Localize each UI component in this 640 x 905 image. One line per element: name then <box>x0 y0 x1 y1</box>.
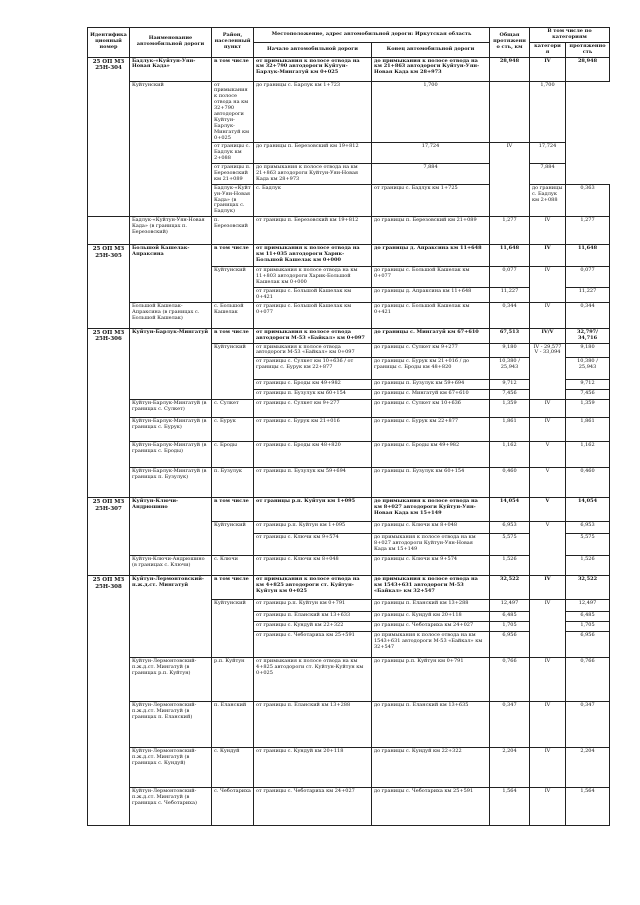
end-cell: до границы п. Березовский км 19+812 <box>254 143 372 164</box>
start-cell: от границы с. Большой Кашелак км 0+421 <box>254 287 372 302</box>
total-length-cell: 6,956 <box>490 632 530 658</box>
category-cell: IV <box>530 702 566 748</box>
start-cell: от границы с. Чеботариха км 24+027 <box>254 788 372 826</box>
total-length-cell: 0,077 <box>490 267 530 288</box>
road-name-cell: Куйтун-Барлук-Мингатуй (в границах с. Сулкет) <box>130 400 212 418</box>
category-length-cell: 0,460 <box>566 468 610 498</box>
category-length-cell: 5,575 <box>566 534 610 556</box>
category-length-cell: 7,456 <box>566 390 610 400</box>
table-row <box>88 328 610 343</box>
total-length-cell: 17,724 <box>372 143 490 164</box>
category-cell: IV/V <box>530 328 566 343</box>
road-name-cell: Куйтун-Барлук-Мингатуй (в границах п. Бузулук) <box>130 468 212 498</box>
end-cell: до примыкания к полосе отвода на км 8+027 автодороги Куйтун-Уян-Новая Када км 15+149 <box>372 534 490 556</box>
table-row <box>88 302 610 328</box>
start-cell: от примыкания к полосе отвода на км 11+803 автодороги Харик-Большой Кашелак км 0+000 <box>254 267 372 288</box>
district-cell: в том числе <box>212 498 254 522</box>
start-cell: от границы п. Березовский км 21+089 <box>212 164 254 185</box>
total-length-cell: 1,705 <box>490 622 530 632</box>
district-cell: в том числе <box>212 57 254 81</box>
road-name-cell: Куйтун-Барлук-Мингатуй <box>130 328 212 400</box>
category-length-cell: 12,497 <box>566 600 610 612</box>
start-cell: от границы п. Еланский км 13+288 <box>254 702 372 748</box>
end-cell: до границы с. Кундуй км 22+322 <box>372 748 490 788</box>
end-cell: до границы с. Чеботариха км 24+027 <box>372 622 490 632</box>
category-length-cell: 11,227 <box>566 287 610 302</box>
end-cell: до примыкания к полосе отвода на км 21+863 автодороги Куйтун-Уян-Новая Када км 28+973 <box>372 57 490 81</box>
col-header-start: Начало автомобильной дороги <box>254 42 372 57</box>
category-cell: IV <box>490 143 530 217</box>
category-length-cell: 0,347 <box>566 702 610 748</box>
district-cell: Куйтунский <box>130 81 212 217</box>
district-cell: Куйтунский <box>212 522 254 556</box>
total-length-cell: 10,380 / 25,943 <box>490 358 530 380</box>
start-cell: от примыкания к полосе отвода автодороги М-53 «Байкал» км 0+097 <box>254 328 372 343</box>
category-cell: IV <box>530 57 566 81</box>
end-cell: до границы с. Мингатуй км 67+610 <box>372 390 490 400</box>
total-length-cell: 0,460 <box>490 468 530 498</box>
total-length-cell: 1,564 <box>490 788 530 826</box>
start-cell: от границы с. Броды км 48+820 <box>254 442 372 468</box>
category-length-cell: 1,526 <box>566 556 610 576</box>
start-cell: от границы с. Бадлук км 2+088 <box>212 143 254 164</box>
end-cell: до границы с. Ключи км 8+048 <box>372 522 490 534</box>
district-cell: в том числе <box>212 245 254 267</box>
total-length-cell: 1,526 <box>490 556 530 576</box>
total-length-cell: 12,497 <box>490 600 530 612</box>
category-length-cell: 0,344 <box>566 302 610 328</box>
category-length-cell: 6,485 <box>566 612 610 622</box>
category-length-cell: 6,953 <box>566 522 610 534</box>
end-cell: до границы п. Бузулук км 59+694 <box>372 380 490 390</box>
road-name-cell: Куйтун-Лермонтовский-п.ж.д.ст. Мингатуй (в границах р.п. Куйтун) <box>130 658 212 702</box>
end-cell: до границы с. Мингатуй км 67+610 <box>372 328 490 343</box>
table-row <box>88 442 610 468</box>
start-cell: от примыкания к полосе отвода на км 11+035 автодороги Харик-Большой Кашелак км 0+000 <box>254 245 372 267</box>
start-cell: от границы р.п. Куйтун км 0+791 <box>254 600 372 612</box>
road-name-cell: Куйтун-Барлук-Мингатуй (в границах с. Броды) <box>130 442 212 468</box>
road-name-cell: Бадлук-«Куйтун-Уян-Новая Када» (в границах п. Березовский) <box>130 217 212 245</box>
road-id-cell: 25 ОП МЗ 25Н-308 <box>88 576 130 826</box>
start-cell: от границы с. Бадлук км 1+725 <box>372 184 490 216</box>
table-row <box>88 468 610 498</box>
category-length-cell: 6,956 <box>566 632 610 658</box>
category-length-cell: 0,077 <box>566 267 610 288</box>
category-length-cell: 32,797/ 34,716 <box>566 328 610 343</box>
col-header-id: Идентифика ционный номер <box>88 28 130 58</box>
end-cell: до границы с. Большой Кашелак км 0+421 <box>372 302 490 328</box>
end-cell: до границы д. Апраксина км 11+648 <box>372 245 490 267</box>
col-header-location: Местоположение, адрес автомобильной дороги: Иркутская область <box>254 28 490 43</box>
start-cell: от границы с. Кундуй км 20+118 <box>254 748 372 788</box>
end-cell: до границы с. Броды км 49+982 <box>372 442 490 468</box>
category-cell: V <box>530 468 566 498</box>
table-row <box>88 788 610 826</box>
start-cell: от границы с. Сулкет км 9+277 <box>254 400 372 418</box>
road-id-cell: 25 ОП МЗ 25Н-304 <box>88 57 130 217</box>
start-cell: от границы с. Сулкет км 10+636 / от границы с. Бурук км 22+877 <box>254 358 372 380</box>
total-length-cell: 0,766 <box>490 658 530 702</box>
road-name-cell: Куйтун-Лермонтовский-п.ж.д.ст. Мингатуй (в границах с. Кундуй) <box>130 748 212 788</box>
district-cell: Куйтунский <box>212 267 254 302</box>
category-cell: V <box>530 498 566 522</box>
category-cell <box>490 81 530 143</box>
road-name-cell: Большой Кашелак-Апраксина (в границах с. Большой Кашелак) <box>130 302 212 328</box>
table-row <box>88 418 610 442</box>
category-length-cell: 1,705 <box>566 622 610 632</box>
category-length-cell: 9,180 <box>566 343 610 358</box>
district-cell: с. Бурук <box>212 418 254 442</box>
category-cell: IV <box>530 245 566 267</box>
road-name-cell: Куйтун-Лермонтовский-п.ж.д.ст. Мингатуй (в границах с. Чеботариха) <box>130 788 212 826</box>
total-length-cell: 1,359 <box>490 400 530 418</box>
category-length-cell: 0,766 <box>566 658 610 702</box>
category-cell: IV <box>530 418 566 442</box>
end-cell: до примыкания к полосе отвода на км 8+027 автодороги Куйтун-Уян-Новая Када км 15+149 <box>372 498 490 522</box>
end-cell: до примыкания к полосе отвода на км 1543+631 автодороги М-53 «Байкал» км 32+547 <box>372 632 490 658</box>
district-cell: Куйтунский <box>212 600 254 658</box>
category-length-cell: 1,162 <box>566 442 610 468</box>
total-length-cell: 28,948 <box>490 57 530 81</box>
category-cell: IV <box>530 217 566 245</box>
start-cell: от границы п. Березовский км 19+812 <box>254 217 372 245</box>
total-length-cell: 1,700 <box>372 81 490 143</box>
total-length-cell: 6,953 <box>490 522 530 534</box>
table-body <box>88 57 610 826</box>
end-cell: до границы п. Березовский км 21+089 <box>372 217 490 245</box>
end-cell: до границы п. Еланский км 13+288 <box>372 600 490 612</box>
district-cell: п. Бузулук <box>212 468 254 498</box>
total-length-cell: 14,054 <box>490 498 530 522</box>
district-cell: в том числе <box>212 576 254 600</box>
start-cell: от примыкания к полосе отвода на км 4+825 автодороги ст. Куйтун-Куйтун км 0+025 <box>254 658 372 702</box>
road-name-cell: Бадлук-«Куйтун-Уян-Новая Када» (в границах с. Бадлук) <box>212 184 254 216</box>
start-cell: от границы п. Еланский км 13+633 <box>254 612 372 622</box>
category-cell: IV <box>530 600 566 658</box>
road-id-cell: 25 ОП МЗ 25Н-307 <box>88 498 130 576</box>
category-length-cell: 17,724 <box>530 143 566 164</box>
total-length-cell: 1,162 <box>490 442 530 468</box>
district-cell: п. Еланский <box>212 702 254 748</box>
category-length-cell: 1,564 <box>566 788 610 826</box>
road-id-cell: 25 ОП МЗ 25Н-306 <box>88 328 130 498</box>
total-length-cell: 1,861 <box>490 418 530 442</box>
category-length-cell: 32,522 <box>566 576 610 600</box>
start-cell: от примыкания к полосе отвода на км 32+790 автодороги Куйтун-Барлук-Мингатуй км 0+025 <box>212 81 254 143</box>
start-cell: от примыкания к полосе отвода автодороги М-53 «Байкал» км 0+097 <box>254 343 372 358</box>
table-row <box>88 498 610 522</box>
col-header-total: Общая протяженно сть, км <box>490 28 530 58</box>
category-cell: IV <box>530 748 566 788</box>
table-row <box>88 400 610 418</box>
category-cell: IV <box>530 576 566 600</box>
total-length-cell: 1,277 <box>490 217 530 245</box>
road-name-cell: Куйтун-Ключи-Андрюшино <box>130 498 212 556</box>
district-cell: с. Чеботариха <box>212 788 254 826</box>
category-length-cell: 1,700 <box>530 81 566 143</box>
end-cell: до границы п. Еланский км 13+635 <box>372 702 490 748</box>
category-length-cell: 1,359 <box>566 400 610 418</box>
total-length-cell: 11,227 <box>490 287 530 302</box>
category-length-cell: 28,948 <box>566 57 610 81</box>
end-cell: до границы с. Чеботариха км 25+591 <box>372 788 490 826</box>
road-register-table <box>87 27 610 826</box>
district-cell: р.п. Куйтун <box>212 658 254 702</box>
total-length-cell: 9,180 <box>490 343 530 358</box>
total-length-cell: 67,513 <box>490 328 530 343</box>
table-row <box>88 81 610 143</box>
total-length-cell: 0,363 <box>566 184 610 216</box>
category-cell: IV <box>530 302 566 328</box>
table-row <box>88 658 610 702</box>
col-header-of-which: В том числе по категориям <box>530 28 610 43</box>
total-length-cell: 6,485 <box>490 612 530 622</box>
category-length-cell: 7,884 <box>530 164 566 185</box>
start-cell: от границы с. Большой Кашелак км 0+077 <box>254 302 372 328</box>
start-cell: от границы с. Бурук км 21+016 <box>254 418 372 442</box>
district-cell: в том числе <box>212 328 254 343</box>
category-cell: IV <box>530 267 566 302</box>
category-length-cell: 10,380 / 25,943 <box>566 358 610 380</box>
category-cell: V <box>530 442 566 468</box>
road-name-cell: Куйтун-Барлук-Мингатуй (в границах с. Бурук) <box>130 418 212 442</box>
total-length-cell: 9,712 <box>490 380 530 390</box>
road-name-cell: Бадлук-«Куйтун-Уян-Новая Када» <box>130 57 212 81</box>
district-cell: с. Броды <box>212 442 254 468</box>
end-cell: до границы с. Сулкет км 9+277 <box>372 343 490 358</box>
start-cell: от границы р.п. Куйтун км 1+095 <box>254 522 372 534</box>
end-cell: до границы д. Апраксина км 11+648 <box>372 287 490 302</box>
category-length-cell: 2,204 <box>566 748 610 788</box>
end-cell: до границы с. Кундуй км 20+118 <box>372 612 490 622</box>
total-length-cell: 7,884 <box>372 164 490 185</box>
category-cell: IV <box>530 658 566 702</box>
end-cell: до границы с. Бадлук км 2+088 <box>530 184 566 216</box>
total-length-cell: 11,648 <box>490 245 530 267</box>
category-length-cell: 14,054 <box>566 498 610 522</box>
start-cell: от границы р.п. Куйтун км 1+095 <box>254 498 372 522</box>
category-length-cell: 11,648 <box>566 245 610 267</box>
road-id-cell <box>88 217 130 245</box>
start-cell: от примыкания к полосе отвода на км 32+790 автодороги Куйтун-Барлук-Мингатуй км 0+025 <box>254 57 372 81</box>
district-cell: п. Березовский <box>212 217 254 245</box>
col-header-length: протяженно сть <box>566 42 610 57</box>
total-length-cell: 7,456 <box>490 390 530 400</box>
district-cell: с. Бадлук <box>254 184 372 216</box>
start-cell: от границы с. Чеботариха км 25+591 <box>254 632 372 658</box>
col-header-district: Район, населенный пункт <box>212 28 254 58</box>
category-length-cell: 1,277 <box>566 217 610 245</box>
category-length-cell: 1,861 <box>566 418 610 442</box>
table-row <box>88 748 610 788</box>
start-cell: от границы с. Ключи км 8+048 <box>254 556 372 576</box>
table-row <box>88 576 610 600</box>
end-cell: до границы с. Бурук км 22+877 <box>372 418 490 442</box>
col-header-end: Конец автомобильной дороги <box>372 42 490 57</box>
category-length-cell: 9,712 <box>566 380 610 390</box>
total-length-cell: 0,344 <box>490 302 530 328</box>
district-cell: Куйтунский <box>212 343 254 400</box>
road-name-cell: Куйтун-Ключи-Андрюшино (в границах с. Ключи) <box>130 556 212 576</box>
district-cell: с. Кундуй <box>212 748 254 788</box>
start-cell: от границы с. Ключи км 9+574 <box>254 534 372 556</box>
total-length-cell: 32,522 <box>490 576 530 600</box>
road-id-cell: 25 ОП МЗ 25Н-305 <box>88 245 130 328</box>
table-row <box>88 702 610 748</box>
start-cell: от границы п. Бузулук км 59+694 <box>254 468 372 498</box>
end-cell: до примыкания к полосе отвода на км 21+863 автодороги Куйтун-Уян-Новая Када км 28+973 <box>254 164 372 185</box>
category-cell: IV - 29,577 V - 33,094 <box>530 343 566 400</box>
end-cell: до границы с. Бурук км 21+016 / до границы с. Броды км 48+820 <box>372 358 490 380</box>
end-cell: до границы р.п. Куйтун км 0+791 <box>372 658 490 702</box>
district-cell: с. Сулкет <box>212 400 254 418</box>
start-cell: от границы с. Кундуй км 22+322 <box>254 622 372 632</box>
end-cell: до границы с. Сулкет км 10+636 <box>372 400 490 418</box>
total-length-cell: 5,575 <box>490 534 530 556</box>
col-header-category: категори я <box>530 42 566 57</box>
header-row-1 <box>88 28 610 43</box>
table-row <box>88 57 610 81</box>
table-row <box>88 217 610 245</box>
table-row <box>88 245 610 267</box>
road-name-cell: Большой Кашелак-Апраксина <box>130 245 212 302</box>
end-cell: до границы с. Большой Кашелак км 0+077 <box>372 267 490 288</box>
start-cell: от границы с. Броды км 49+982 <box>254 380 372 390</box>
road-name-cell: Куйтун-Лермонтовский-п.ж.д.ст. Мингатуй <box>130 576 212 658</box>
end-cell: до границы с. Барлук км 1+723 <box>254 81 372 143</box>
category-cell: V <box>530 522 566 576</box>
district-cell: с. Большой Кашелак <box>212 302 254 328</box>
total-length-cell: 2,204 <box>490 748 530 788</box>
road-name-cell: Куйтун-Лермонтовский-п.ж.д.ст. Мингатуй (в границах п. Еланский) <box>130 702 212 748</box>
end-cell: до границы п. Бузулук км 60+154 <box>372 468 490 498</box>
end-cell: до примыкания к полосе отвода на км 1543+631 автодороги М-53 «Байкал» км 32+547 <box>372 576 490 600</box>
district-cell: с. Ключи <box>212 556 254 576</box>
col-header-name: Наименование автомобильной дороги <box>130 28 212 58</box>
category-cell: IV <box>530 788 566 826</box>
end-cell: до границы с. Ключи км 9+574 <box>372 556 490 576</box>
total-length-cell: 0,347 <box>490 702 530 748</box>
category-cell: IV <box>530 400 566 418</box>
start-cell: от границы п. Бузулук км 60+154 <box>254 390 372 400</box>
start-cell: от примыкания к полосе отвода на км 4+825 автодороги ст. Куйтун-Куйтун км 0+025 <box>254 576 372 600</box>
